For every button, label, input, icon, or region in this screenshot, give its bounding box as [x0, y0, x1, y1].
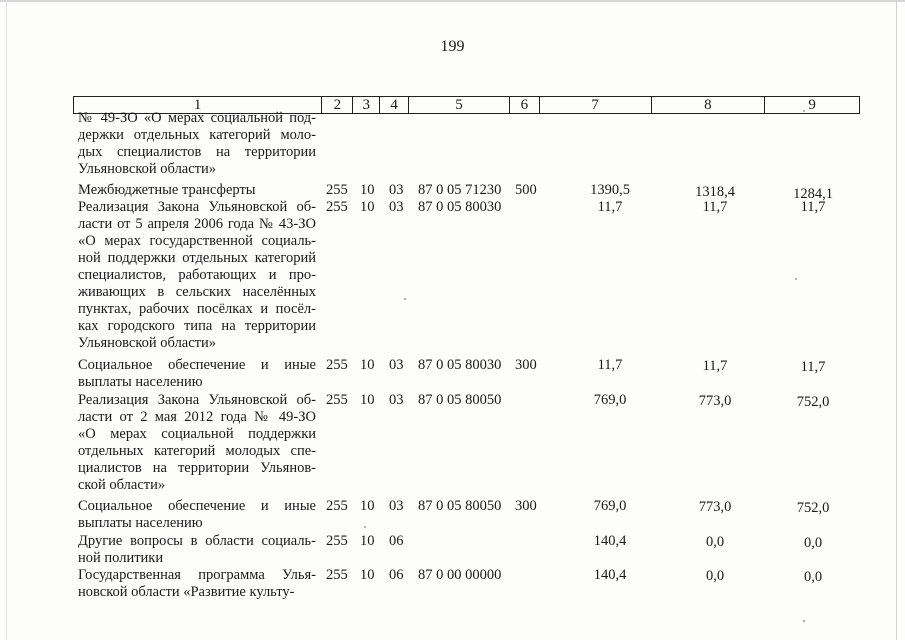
page-number: 199 — [440, 38, 465, 55]
row-cell-c7: 11,7 — [597, 199, 623, 215]
scan-edge-top — [0, 0, 905, 2]
row-name-line: Государственная программа Улья- — [78, 567, 316, 583]
header-col-3: 3 — [353, 97, 380, 113]
row-cell-c7: 769,0 — [593, 392, 627, 408]
row-cell-c5: 87 0 05 80030 — [418, 357, 502, 373]
row-cell-c4: 06 — [389, 533, 404, 549]
row-name-line: ской области» — [78, 477, 166, 493]
row-name-line: живающих в сельских населённых — [78, 284, 316, 300]
row-cell-c4: 06 — [389, 567, 404, 583]
row-name-line: Ульяновской области» — [78, 161, 217, 177]
row-cell-c3: 10 — [360, 498, 375, 514]
scan-edge-right — [896, 0, 897, 640]
row-cell-c8: 773,0 — [698, 393, 732, 409]
scan-speck — [803, 110, 805, 112]
row-name-line: специалистов, работающих и про- — [78, 267, 316, 283]
row-cell-c3: 10 — [360, 357, 375, 373]
row-name-line: держки отдельных категорий моло- — [78, 127, 316, 143]
row-name-line: Межбюджетные трансферты — [78, 182, 256, 198]
row-cell-c5: 87 0 05 71230 — [418, 182, 502, 198]
row-cell-c2: 255 — [326, 392, 348, 408]
row-cell-c8: 0,0 — [705, 534, 725, 550]
row-cell-c9: 11,7 — [800, 359, 826, 375]
row-name-line: Ульяновской области» — [78, 335, 217, 351]
row-cell-c9: 752,0 — [796, 500, 830, 516]
row-name-line: дых специалистов на территории — [78, 144, 316, 160]
row-name-line: ной политики — [78, 550, 164, 566]
row-cell-c8: 773,0 — [698, 499, 732, 515]
row-name-line: новской области «Развитие культу- — [78, 584, 295, 600]
row-name-line: «О мерах социальной поддержки — [78, 426, 316, 442]
row-cell-c8: 1318,4 — [695, 184, 735, 200]
row-cell-c4: 03 — [389, 392, 404, 408]
scan-speck — [795, 278, 797, 280]
row-name-line: отдельных категорий молодых спе- — [78, 443, 316, 459]
row-name-line: циалистов на территории Ульянов- — [78, 460, 316, 476]
row-name-line: ках городского типа на территории — [78, 318, 316, 334]
header-col-7: 7 — [540, 97, 652, 113]
row-name-line: выплаты населению — [78, 515, 203, 531]
scan-speck — [803, 620, 805, 622]
row-cell-c7: 769,0 — [593, 498, 627, 514]
row-cell-c5: 87 0 05 80050 — [418, 392, 502, 408]
scan-speck — [364, 526, 366, 528]
row-cell-c3: 10 — [360, 182, 375, 198]
header-col-8: 8 — [652, 97, 766, 113]
row-cell-c7: 11,7 — [597, 357, 623, 373]
row-cell-c8: 11,7 — [702, 199, 728, 215]
row-cell-c2: 255 — [326, 498, 348, 514]
header-col-5: 5 — [409, 97, 510, 113]
row-cell-c8: 0,0 — [705, 568, 725, 584]
row-cell-c7: 140,4 — [593, 533, 627, 549]
row-cell-c9: 1284,1 — [793, 186, 833, 202]
row-cell-c4: 03 — [389, 199, 404, 215]
row-name-line: ной поддержки отдельных категорий — [78, 250, 316, 266]
row-name-line: Другие вопросы в области социаль- — [78, 533, 316, 549]
row-cell-c9: 0,0 — [803, 569, 823, 585]
scan-speck — [404, 298, 406, 300]
row-cell-c4: 03 — [389, 182, 404, 198]
row-cell-c2: 255 — [326, 199, 348, 215]
row-name-line: «О мерах государственной социаль- — [78, 233, 316, 249]
header-col-9: 9 — [808, 97, 816, 113]
header-col-1: 1 — [74, 97, 322, 113]
row-cell-c6: 500 — [515, 182, 537, 198]
row-cell-c2: 255 — [326, 567, 348, 583]
row-name-line: пунктах, рабочих посёлках и посёл- — [78, 301, 316, 317]
header-col-2: 2 — [322, 97, 353, 113]
row-cell-c4: 03 — [389, 498, 404, 514]
header-col-6: 6 — [510, 97, 540, 113]
row-cell-c4: 03 — [389, 357, 404, 373]
row-cell-c7: 1390,5 — [590, 182, 630, 198]
row-cell-c5: 87 0 05 80030 — [418, 199, 502, 215]
row-cell-c9: 752,0 — [796, 394, 830, 410]
row-cell-c2: 255 — [326, 357, 348, 373]
row-name-line: выплаты населению — [78, 374, 203, 390]
row-cell-c8: 11,7 — [702, 358, 728, 374]
row-cell-c9: 11,7 — [800, 199, 826, 215]
row-cell-c3: 10 — [360, 392, 375, 408]
row-cell-c3: 10 — [360, 533, 375, 549]
scan-edge-left — [6, 0, 7, 640]
row-cell-c3: 10 — [360, 567, 375, 583]
row-cell-c6: 300 — [515, 498, 537, 514]
row-cell-c5: 87 0 00 00000 — [418, 567, 502, 583]
row-cell-c2: 255 — [326, 533, 348, 549]
row-cell-c9: 0,0 — [803, 535, 823, 551]
row-name-line: Социальное обеспечение и иные — [78, 357, 316, 373]
row-name-line: № 49-ЗО «О мерах социальной под- — [78, 110, 316, 126]
row-cell-c5: 87 0 05 80050 — [418, 498, 502, 514]
row-name-line: Реализация Закона Ульяновской об- — [78, 199, 316, 215]
row-name-line: Реализация Закона Ульяновской об- — [78, 392, 316, 408]
row-name-line: ласти от 2 мая 2012 года № 49-ЗО — [78, 409, 316, 425]
row-cell-c2: 255 — [326, 182, 348, 198]
row-cell-c7: 140,4 — [593, 567, 627, 583]
row-name-line: ласти от 5 апреля 2006 года № 43-ЗО — [78, 216, 316, 232]
row-cell-c6: 300 — [515, 357, 537, 373]
header-col-4: 4 — [380, 97, 409, 113]
row-cell-c3: 10 — [360, 199, 375, 215]
row-name-line: Социальное обеспечение и иные — [78, 498, 316, 514]
